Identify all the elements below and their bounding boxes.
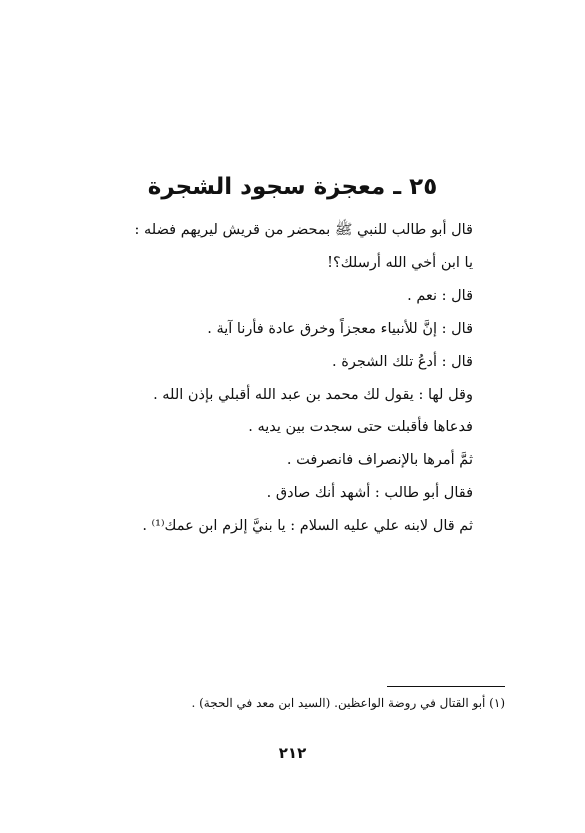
- page-number: ٢١٢: [278, 744, 307, 762]
- text-line: قال أبو طالب للنبي ﷺ بمحضر من قريش ليريهم فضله :: [134, 222, 473, 238]
- footnote: (١) أبو القتال في روضة الواعظين. (السيد ابن معد في الحجة) .: [191, 696, 505, 710]
- text-line: ثم قال لابنه علي عليه السلام : يا بنيَّ إلزم ابن عمك⁽¹⁾ .: [142, 518, 473, 535]
- text-line: قال : أدعُ تلك الشجرة .: [332, 353, 473, 370]
- text-line: فدعاها فأقبلت حتى سجدت بين يديه .: [248, 419, 473, 436]
- chapter-title: ٢٥ ـ معجزة سجود الشجرة: [147, 174, 438, 200]
- text-line: فقال أبو طالب : أشهد أنك صادق .: [266, 485, 473, 502]
- footnote-divider: [387, 686, 505, 687]
- text-line: قال : إنَّ للأنبياء معجزاً وخرق عادة فأرنا آية .: [207, 320, 473, 337]
- text-line: يا ابن أخي الله أرسلك؟!: [327, 254, 473, 271]
- body-text: [113, 214, 473, 543]
- text-line: وقل لها : يقول لك محمد بن عبد الله أقبلي بإذن الله .: [153, 386, 473, 403]
- text-line: قال : نعم .: [407, 287, 473, 304]
- text-line: ثمَّ أمرها بالإنصراف فانصرفت .: [286, 452, 473, 469]
